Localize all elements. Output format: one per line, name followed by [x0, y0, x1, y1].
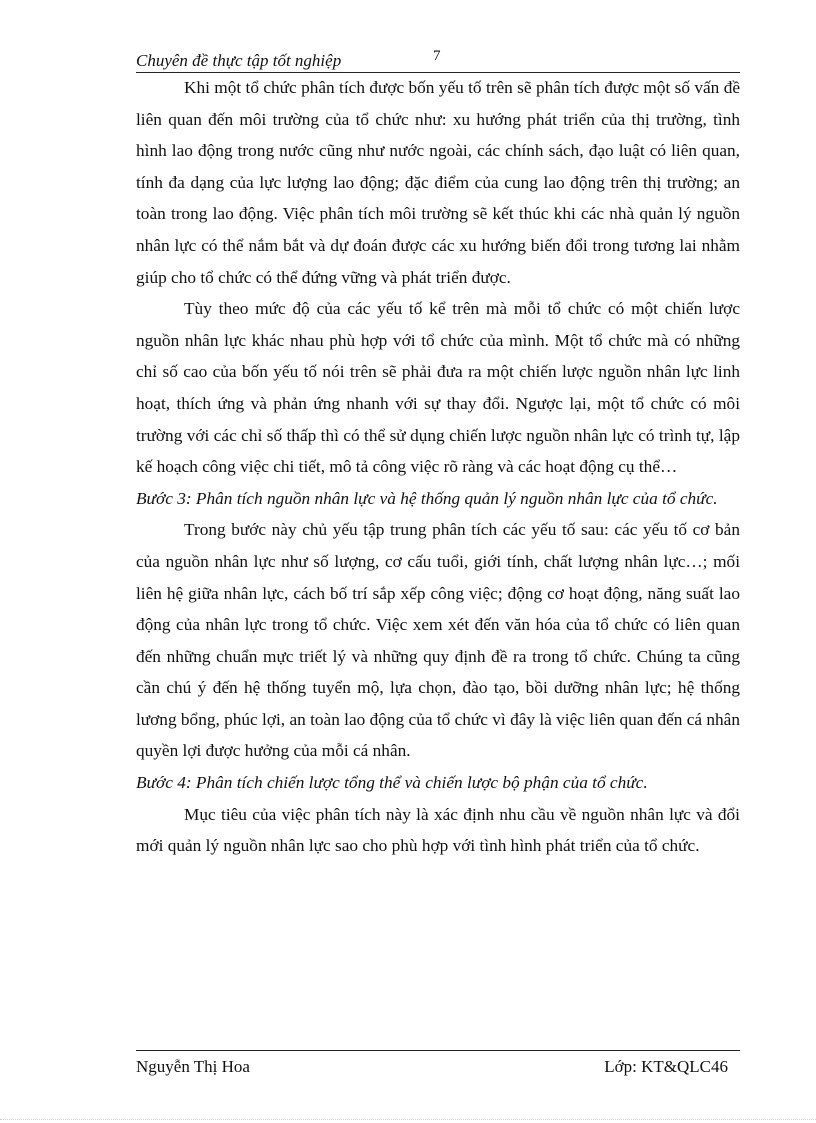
paragraph-step-4-content: Mục tiêu của việc phân tích này là xác định nhu cầu về nguồn nhân lực và đổi mới quản lý nguồn nhân lực sao cho phù hợp với tình hình phát triển của tổ chức.: [136, 804, 740, 856]
step-4-heading: Bước 4: Phân tích chiến lược tổng thể và chiến lược bộ phận của tổ chức.: [136, 773, 648, 793]
page-footer: [136, 1050, 740, 1075]
footer-author: Nguyễn Thị Hoa: [136, 1057, 250, 1076]
paragraph-step-3-content: Trong bước này chủ yếu tập trung phân tích các yếu tố sau: các yếu tố cơ bản của nguồn nhân lực như số lượng, cơ cấu tuổi, giới tính, chất lượng nhân lực…; mối liên hệ giữa nhân lực, cách bố trí sắp xếp công việc; động cơ hoạt động, năng suất lao động của nhân lực trong tổ chức. Việc xem xét đến văn hóa của tổ chức có liên quan đến những chuẩn mực triết lý và những quy định đề ra trong tổ chức. Chúng ta cũng cần chú ý đến hệ thống tuyển mộ, lựa chọn, đào tạo, bồi dưỡng nhân lực; hệ thống lương bổng, phúc lợi, an toàn lao động của tổ chức vì đây là việc liên quan đến cá nhân quyền lợi được hưởng của mỗi cá nhân.: [136, 520, 740, 761]
footer-class: Lớp: KT&QLC46: [604, 1057, 728, 1076]
paragraph-environment-analysis: Khi một tổ chức phân tích được bốn yếu tố trên sẽ phân tích được một số vấn đề liên quan đến môi trường của tổ chức như: xu hướng phát triển của thị trường, tình hình lao động trong nước cũng như nước ngoài, các chính sách, đạo luật có liên quan, tính đa dạng của lực lượng lao động; đặc điểm của cung lao động trên thị trường; an toàn trong lao động. Việc phân tích môi trường sẽ kết thúc khi các nhà quản lý nguồn nhân lực có thể nắm bắt và dự đoán được các xu hướng biến đổi trong tương lai nhằm giúp cho tổ chức có thể đứng vững và phát triển được.: [136, 78, 740, 287]
page-bottom-edge: [0, 1119, 816, 1120]
page-number: 7: [433, 48, 441, 64]
header-title: Chuyên đề thực tập tốt nghiệp: [136, 51, 342, 70]
document-page: [136, 0, 740, 1123]
paragraph-strategy-options: Tùy theo mức độ của các yếu tố kể trên mà mỗi tổ chức có một chiến lược nguồn nhân lực khác nhau phù hợp với tổ chức của mình. Một tổ chức mà có những chỉ số cao của bốn yếu tố nói trên sẽ phải đưa ra một chiến lược nguồn nhân lực linh hoạt, thích ứng và phản ứng nhanh với sự thay đổi. Ngược lại, một tổ chức có môi trường với các chỉ số thấp thì có thể sử dụng chiến lược nguồn nhân lực có trình tự, lập kế hoạch công việc chi tiết, mô tả công việc rõ ràng và các hoạt động cụ thể…: [136, 299, 740, 477]
step-3-heading: Bước 3: Phân tích nguồn nhân lực và hệ thống quản lý nguồn nhân lực của tổ chức.: [136, 488, 718, 508]
document-body: [136, 72, 740, 862]
page-header: [136, 50, 740, 73]
